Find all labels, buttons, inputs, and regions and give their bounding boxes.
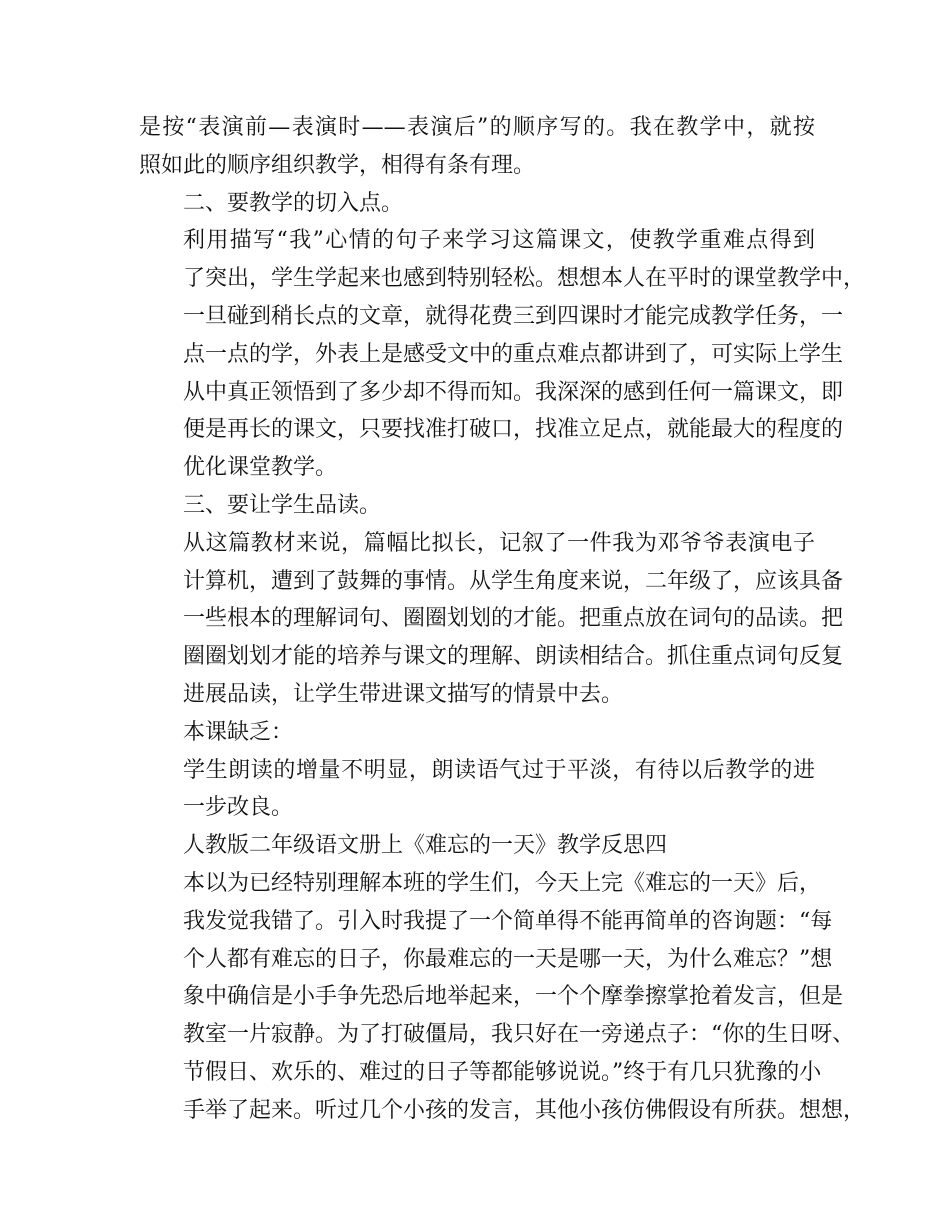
text-line: 一步改良。 [183, 795, 294, 821]
text-line: 优化课堂教学。 [183, 455, 338, 481]
paragraph [139, 185, 815, 223]
text-line: 个人都有难忘的日子，你最难忘的一天是哪一天，为什么难忘？”想 [183, 946, 833, 972]
text-line: 手举了起来。听过几个小孩的发言，其他小孩仿佛假设有所获。想想， [183, 1097, 866, 1123]
text-line: 本以为已经特别理解本班的学生们，今天上完《难忘的一天》后， [183, 870, 822, 896]
text-line: 从这篇教材来说，篇幅比拟长，记叙了一件我为邓爷爷表演电子 [183, 530, 815, 556]
text-line: 便是再长的课文，只要找准打破口，找准立足点，就能最大的程度的 [183, 417, 844, 443]
text-line: 利用描写“我”心情的句子来学习这篇课文，使教学重难点得到 [183, 228, 815, 254]
text-line: 点一点的学，外表上是感受文中的重点难点都讲到了，可实际上学生 [183, 341, 844, 367]
text-line: 圈圈划划才能的培养与课文的理解、朗读相结合。抓住重点词句反复 [183, 644, 844, 670]
text-line: 我发觉我错了。引入时我提了一个简单得不能再简单的咨询题：“每 [183, 908, 833, 934]
text-line: 象中确信是小手争先恐后地举起来，一个个摩拳擦掌抢着发言，但是 [183, 984, 844, 1010]
text-line: 进展品读，让学生带进课文描写的情景中去。 [183, 681, 624, 707]
text-line: 了突出，学生学起来也感到特别轻松。想想本人在平时的课堂教学中， [183, 266, 866, 292]
text-line: 一旦碰到稍长点的文章，就得花费三到四课时才能完成教学任务，一 [183, 303, 844, 329]
paragraph [139, 222, 866, 487]
text-line: 计算机，遭到了鼓舞的事情。从学生角度来说，二年级了，应该具备 [183, 568, 844, 594]
text-line: 三、要让学生品读。 [183, 492, 382, 518]
paragraph [139, 865, 866, 1130]
text-line: 是按“表演前—表演时——表演后”的顺序写的。我在教学中，就按 [139, 115, 815, 140]
text-line: 从中真正领悟到了多少却不得而知。我深深的感到任何一篇课文，即 [183, 379, 844, 405]
paragraph [139, 752, 815, 828]
paragraph [139, 487, 815, 525]
text-line: 二、要教学的切入点。 [183, 190, 404, 216]
paragraph [139, 525, 844, 714]
text-line: 学生朗读的增量不明显，朗读语气过于平淡，有待以后教学的进 [183, 757, 815, 783]
text-line: 节假日、欢乐的、难过的日子等都能够说说。”终于有几只犹豫的小 [183, 1059, 822, 1085]
document-body [139, 109, 866, 1130]
text-line: 照如此的顺序组织教学，相得有条有理。 [139, 152, 536, 178]
text-line: 教室一片寂静。为了打破僵局，我只好在一旁递点子：“你的生日呀、 [183, 1022, 855, 1048]
paragraph [139, 714, 815, 752]
text-line: 人教版二年级语文册上《难忘的一天》教学反思四 [183, 833, 668, 859]
text-line: 本课缺乏： [183, 719, 294, 745]
paragraph [139, 109, 815, 185]
paragraph [139, 827, 815, 865]
text-line: 一些根本的理解词句、圈圈划划的才能。把重点放在词句的品读。把 [183, 606, 844, 632]
